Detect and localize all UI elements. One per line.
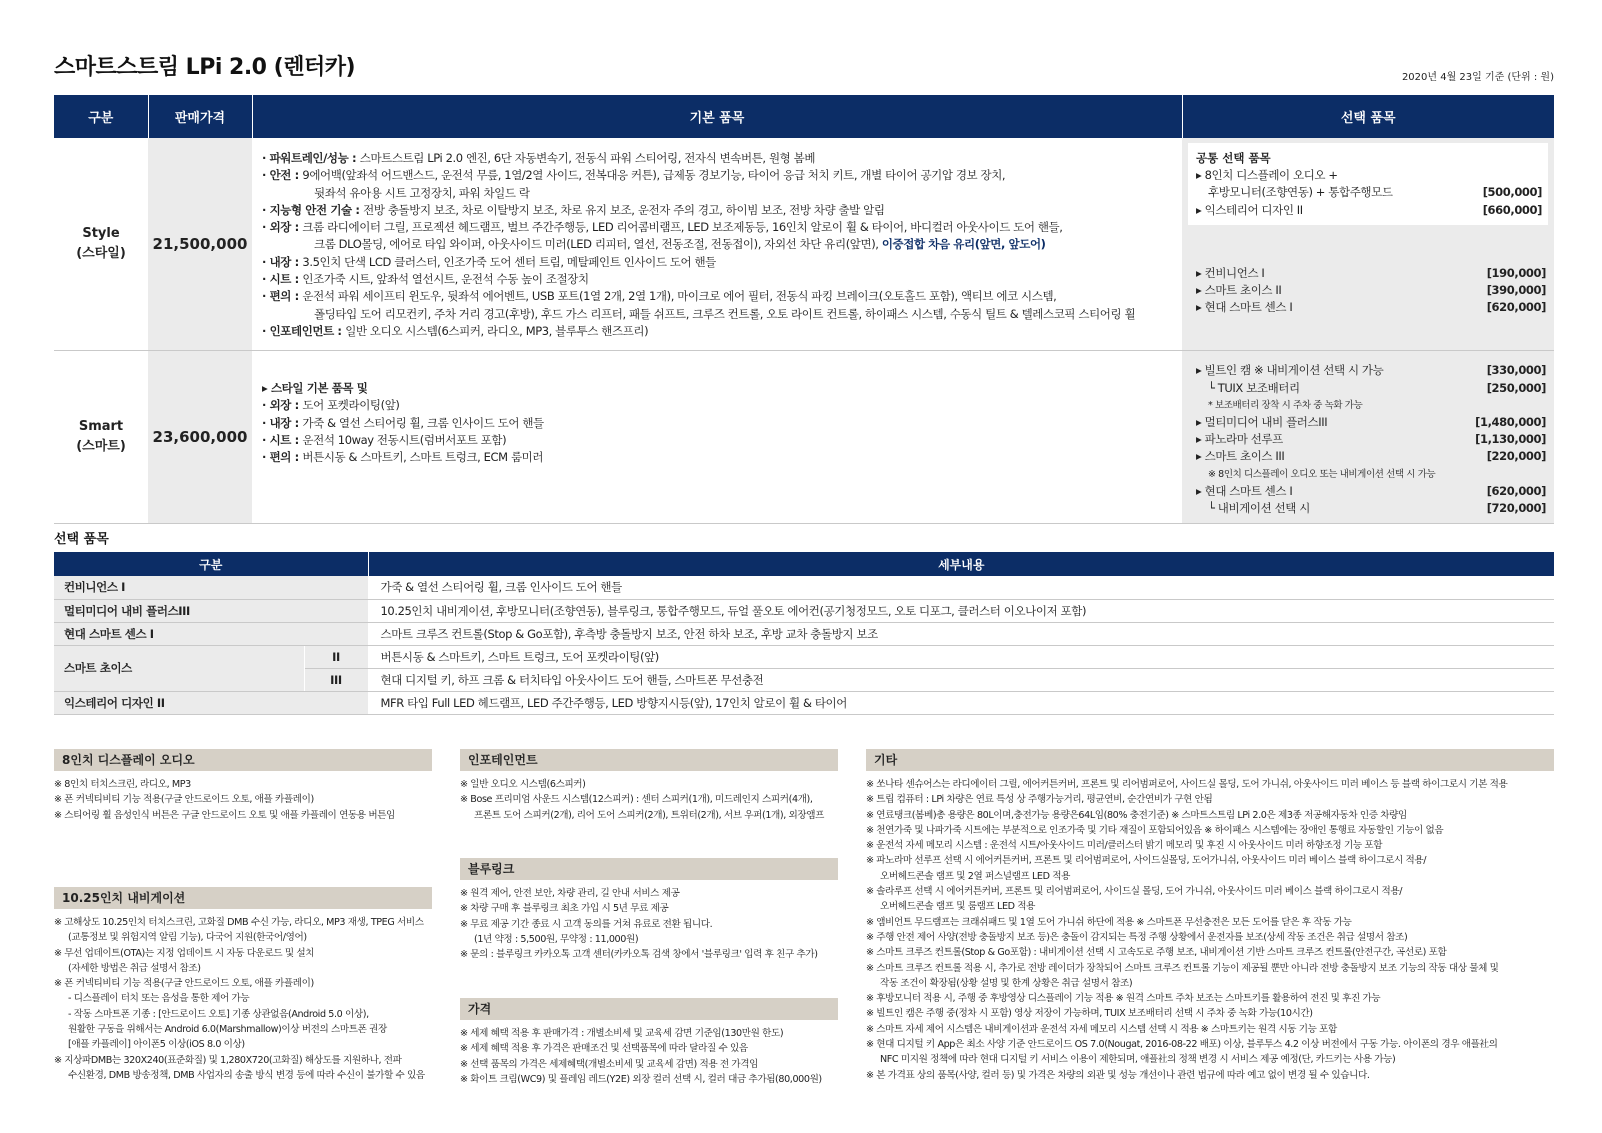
note-navi bbox=[54, 887, 432, 1083]
option-item bbox=[1196, 184, 1542, 201]
note-line: (자세한 방법은 취급 설명서 참조) bbox=[68, 962, 201, 974]
note-line: ※ 선택 품목의 가격은 세제혜택(개별소비세 및 교육세 감면) 적용 전 가격임 bbox=[460, 1058, 758, 1070]
option-item bbox=[1196, 202, 1542, 219]
trim-name: Smart (스마트) bbox=[54, 351, 148, 524]
basic-item-line: · 외장 : 크롬 라디에이터 그릴, 프로젝션 헤드램프, 벌브 주간주행등, LED 리어콤비램프, LED 보조제동등, 16인치 알로이 휠 & 타이어, 바디컬러 아웃사이드 도어 핸들, bbox=[262, 220, 1063, 235]
option-note: ※ 8인치 디스플레이 오디오 또는 내비게이션 선택 시 가능 bbox=[1208, 468, 1436, 480]
option-name: ▸ 현대 스마트 센스 I bbox=[1196, 300, 1293, 315]
option-name: └ TUIX 보조배터리 bbox=[1208, 380, 1300, 395]
header-basic: 기본 품목 bbox=[252, 95, 1182, 138]
note-infotainment bbox=[460, 749, 838, 823]
option-price: [1,130,000] bbox=[1475, 432, 1546, 447]
basic-item-line: 뒷좌석 유아용 시트 고정장치, 파워 차일드 락 bbox=[314, 185, 530, 200]
table-row: 멀티미디어 내비 플러스III 10.25인치 내비게이션, 후방모니터(조향연동), 블루링크, 통합주행모드, 듀얼 풀오토 에어컨(공기청정모드, 오토 디포그, 클러스터 이오나이저 포함) bbox=[54, 599, 1554, 622]
note-line: ※ 화이트 크림(WC9) 및 플레임 레드(Y2E) 외장 컬러 선택 시, 컬러 대금 추가됨(80,000원) bbox=[460, 1073, 822, 1085]
note-line: ※ 8인치 터치스크린, 라디오, MP3 bbox=[54, 779, 191, 790]
note-line: ※ 세제 혜택 적용 후 가격은 판매조건 및 선택품목에 따라 달라질 수 있음 bbox=[460, 1043, 748, 1055]
options-style bbox=[1182, 138, 1554, 351]
note-line: ※ 폰 커넥티비티 기능 적용(구글 안드로이드 오토, 애플 카플레이) bbox=[54, 794, 314, 806]
note-line: ※ 스마트 자세 제어 시스템은 내비게이션과 운전석 자세 메모리 시스템 선택 시 적용 ※ 스마트키는 원격 시동 기능 포함 bbox=[866, 1023, 1337, 1035]
option-name: ▸ 현대 스마트 센스 I bbox=[1196, 483, 1293, 498]
note-line: ※ 일반 오디오 시스템(6스피커) bbox=[460, 779, 586, 790]
basic-item-line: · 내장 : 3.5인치 단색 LCD 클러스터, 인조가죽 도어 센터 트림, 메탈페인트 인사이드 도어 핸들 bbox=[262, 254, 716, 269]
note-line: [애플 카플레이] 아이폰5 이상(iOS 8.0 이상) bbox=[68, 1039, 245, 1051]
option-name: ▸ 컨비니언스 I bbox=[1196, 265, 1265, 280]
note-line: - 작동 스마트폰 기종 : [안드로이드 오토] 기종 상관없음(Android 5.0 이상), bbox=[68, 1008, 369, 1020]
option-name: ▸ 빌트인 캠 ※ 내비게이션 선택 시 가능 bbox=[1196, 363, 1384, 378]
basic-item-line: · 파워트레인/성능 : 스마트스트림 LPi 2.0 엔진, 6단 자동변속기, 전동식 파워 스티어링, 전자식 변속버튼, 원형 봄베 bbox=[262, 151, 816, 165]
note-line: ※ 무료 제공 기간 종료 시 고객 동의를 거쳐 유료로 전환 됩니다. bbox=[460, 918, 713, 930]
option-price: [660,000] bbox=[1482, 202, 1542, 217]
trim-price: 23,600,000 bbox=[148, 351, 252, 524]
option-price: [1,480,000] bbox=[1475, 414, 1546, 429]
note-line: (1년 약정 : 5,500원, 무약정 : 11,000원) bbox=[474, 933, 639, 945]
note-line: ※ 세제 혜택 적용 후 판매가격 : 개별소비세 및 교육세 감면 기준임(130만원 한도) bbox=[460, 1028, 784, 1039]
note-audio bbox=[54, 749, 432, 823]
note-info-title: 인포테인먼트 bbox=[460, 749, 838, 771]
note-line: ※ 솔라루프 선택 시 에어커튼커버, 프론트 및 리어범퍼로어, 사이드실 몰딩, 도어 가니쉬, 아웃사이드 미러 베이스 블랙 하이그로시 적용/ bbox=[866, 886, 1403, 898]
selection-header-category: 구분 bbox=[54, 552, 368, 576]
basic-items-style bbox=[252, 138, 1182, 351]
note-line: ※ 빌트인 캠은 주행 중(정차 시 포함) 영상 저장이 가능하며, TUIX 보조배터리 선택 시 주차 중 녹화 가능(10시간) bbox=[866, 1008, 1313, 1020]
basic-item-line: · 외장 : 도어 포켓라이팅(앞) bbox=[262, 398, 400, 413]
note-bluelink-title: 블루링크 bbox=[460, 858, 838, 880]
trim-price-table bbox=[54, 95, 1554, 524]
option-item bbox=[1196, 380, 1546, 397]
note-line: ※ 폰 커넥티비티 기능 적용(구글 안드로이드 오토, 애플 카플레이) bbox=[54, 978, 314, 990]
option-item bbox=[1196, 483, 1546, 500]
option-item bbox=[1196, 299, 1546, 316]
option-price: [190,000] bbox=[1486, 265, 1546, 280]
basic-item-line: · 인포테인먼트 : 일반 오디오 시스템(6스피커, 라디오, MP3, 블루투스 핸즈프리) bbox=[262, 323, 649, 338]
note-line: ※ 원격 제어, 안전 보안, 차량 관리, 길 안내 서비스 제공 bbox=[460, 888, 680, 899]
option-name: 후방모니터(조향연동) + 통합주행모드 bbox=[1208, 185, 1393, 200]
basic-item-line: ▸ 스타일 기본 품목 및 bbox=[262, 381, 368, 396]
table-row: 스마트 초이스 II 버튼시동 & 스마트키, 스마트 트렁크, 도어 포켓라이팅(앞) bbox=[54, 645, 1554, 668]
option-price: [720,000] bbox=[1486, 501, 1546, 516]
header-options: 선택 품목 bbox=[1182, 95, 1554, 138]
note-line: ※ 스마트 크루즈 컨트롤 적용 시, 추가로 전방 레이더가 장착되어 스마트 크루즈 컨트롤 기능이 제공될 뿐만 아니라 전방 충돌방지 보조 기능의 작동 대상 물체 및 bbox=[866, 962, 1499, 974]
note-line: 작동 조건이 확장됨(상황 설명 및 한계 상황은 취급 설명서 참조) bbox=[880, 977, 1133, 989]
option-name: ▸ 8인치 디스플레이 오디오 + bbox=[1196, 168, 1338, 182]
basic-item-line: · 편의 : 버튼시동 & 스마트키, 스마트 트렁크, ECM 룸미러 bbox=[262, 450, 544, 465]
note-line: ※ 후방모니터 적용 시, 주행 중 후방영상 디스플레이 기능 적용 ※ 원격 스마트 주차 보조는 스마트키를 활용하여 전진 및 후진 가능 bbox=[866, 993, 1381, 1005]
basic-item-line: · 지능형 안전 기술 : 전방 충돌방지 보조, 차로 이탈방지 보조, 차로 유지 보조, 운전자 주의 경고, 하이빔 보조, 전방 차량 출발 알림 bbox=[262, 202, 885, 217]
table-row: 익스테리어 디자인 II MFR 타입 Full LED 헤드램프, LED 주간주행등, LED 방향지시등(앞), 17인치 알로이 휠 & 타이어 bbox=[54, 691, 1554, 714]
note-line: ※ Bose 프리미엄 사운드 시스템(12스피커) : 센터 스피커(1개), 미드레인지 스피커(4개), bbox=[460, 794, 813, 806]
header-price: 판매가격 bbox=[148, 95, 252, 138]
selection-section-title: 선택 품목 bbox=[54, 532, 109, 547]
note-line: ※ 본 가격표 상의 품목(사양, 컬러 등) 및 가격은 차량의 외관 및 성능 개선이나 관련 법규에 따라 예고 없이 변경 될 수 있습니다. bbox=[866, 1069, 1370, 1081]
option-name: ▸ 스마트 초이스 II bbox=[1196, 283, 1282, 298]
basic-item-line: · 안전 : 9에어백(앞좌석 어드밴스드, 운전석 무릎, 1열/2열 사이드, 전복대응 커튼), 급제동 경보기능, 타이어 응급 처치 키트, 개별 타이어 공기압 경보 장치, bbox=[262, 168, 1006, 183]
note-line: 오버헤드콘솔 램프 및 룸램프 LED 적용 bbox=[880, 901, 1035, 913]
option-price: [620,000] bbox=[1486, 300, 1546, 315]
note-line: 오버헤드콘솔 램프 및 2열 퍼스널램프 LED 적용 bbox=[880, 870, 1070, 882]
basic-item-line: · 시트 : 운전석 10way 전동시트(럼버서포트 포함) bbox=[262, 432, 507, 447]
option-item bbox=[1196, 167, 1542, 184]
note-line: ※ 차량 구매 후 블루링크 최초 가입 시 5년 무료 제공 bbox=[460, 903, 669, 915]
option-price: [330,000] bbox=[1486, 363, 1546, 378]
basic-items-smart bbox=[252, 351, 1182, 524]
note-line: ※ 운전석 자세 메모리 시스템 : 운전석 시트/아웃사이드 미러/클러스터 밝기 메모리 및 후진 시 아웃사이드 미러 하향조정 기능 포함 bbox=[866, 840, 1383, 852]
note-line: ※ 현대 디지털 키 App은 최소 사양 기준 안드로이드 OS 7.0(Nougat, 2016-08-22 배포) 이상, 블루투스 4.2 이상 버전에서 구동 가능. 아이폰의 경우 애플社의 bbox=[866, 1039, 1498, 1051]
option-price: [390,000] bbox=[1486, 283, 1546, 298]
date-note: 2020년 4월 23일 기준 (단위 : 원) bbox=[1401, 72, 1554, 83]
note-bluelink bbox=[460, 858, 838, 962]
selection-header-detail: 세부내용 bbox=[368, 552, 1554, 576]
trim-row-style bbox=[54, 138, 1554, 351]
note-line: ※ 쏘나타 센슈어스는 라디에이터 그릴, 에어커튼커버, 프론트 및 리어범퍼로어, 사이드실 몰딩, 도어 가니쉬, 아웃사이드 미러 베이스 등 블랙 하이그로시 기본 적용 bbox=[866, 779, 1508, 790]
common-options-head: 공통 선택 품목 bbox=[1196, 151, 1271, 165]
basic-item-line: · 편의 : 운전석 파워 세이프티 윈도우, 뒷좌석 에어벤트, USB 포트(1열 2개, 2열 1개), 마이크로 에어 필터, 전동식 파킹 브레이크(오토홀드 포함), 액티브 에코 시스템, bbox=[262, 289, 1057, 304]
trim-price: 21,500,000 bbox=[148, 138, 252, 351]
note-line: ※ 천연가죽 및 나파가죽 시트에는 부분적으로 인조가죽 및 기타 재질이 포함되어있음 ※ 하이패스 시스템에는 장애인 통행료 자동할인 기능이 없음 bbox=[866, 824, 1444, 836]
note-line: (교통정보 및 위험지역 알림 기능), 다국어 지원(한국어/영어) bbox=[68, 932, 307, 944]
option-item bbox=[1196, 431, 1546, 448]
note-line: ※ 주행 안전 제어 사양(전방 충돌방지 보조 등)은 충돌이 감지되는 특정 주행 상황에서 운전자를 보조(상세 작동 조건은 취급 설명서 참조) bbox=[866, 931, 1408, 943]
note-line: ※ 문의 : 블루링크 카카오톡 고객 센터(카카오톡 검색 창에서 '블루링크' 입력 후 친구 추가) bbox=[460, 949, 818, 961]
note-line: 수신환경, DMB 방송정책, DMB 사업자의 송출 방식 변경 등에 따라 수신이 불가할 수 있음 bbox=[68, 1069, 425, 1081]
option-item bbox=[1196, 265, 1546, 282]
option-name: ▸ 파노라마 선루프 bbox=[1196, 432, 1283, 447]
note-line: NFC 미지원 정책에 따라 현대 디지털 키 서비스 이용이 제한되며, 애플社의 정책 변경 시 서비스 제공 예정(단, 카드키는 사용 가능) bbox=[880, 1054, 1396, 1066]
note-navi-title: 10.25인치 내비게이션 bbox=[54, 887, 432, 909]
option-name: ▸ 멀티미디어 내비 플러스III bbox=[1196, 414, 1328, 429]
option-item bbox=[1196, 362, 1546, 379]
note-line: 원활한 구동을 위해서는 Android 6.0(Marshmallow)이상 버전의 스마트폰 권장 bbox=[68, 1024, 387, 1036]
basic-item-line: · 시트 : 인조가죽 시트, 앞좌석 열선시트, 운전석 수동 높이 조절장치 bbox=[262, 272, 589, 287]
page-title: 스마트스트림 LPi 2.0 (렌터카) bbox=[54, 55, 356, 80]
basic-item-line: 크롬 DLO몰딩, 에어로 타입 와이퍼, 아웃사이드 미러(LED 리피터, 열선, 전동조절, 전동접이), 자외선 차단 유리(앞면), 이중접합 차음 유리(앞면, 앞도어) bbox=[314, 237, 1046, 252]
note-line: ※ 앰비언트 무드램프는 크래쉬패드 및 1열 도어 가니쉬 하단에 적용 ※ 스마트폰 무선충전은 모든 도어를 닫은 후 작동 가능 bbox=[866, 916, 1352, 928]
option-name: ▸ 스마트 초이스 III bbox=[1196, 449, 1285, 464]
table-row: 컨비니언스 I 가죽 & 열선 스티어링 휠, 크롬 인사이드 도어 핸들 bbox=[54, 576, 1554, 599]
note-etc-title: 기타 bbox=[866, 749, 1554, 771]
option-price: [250,000] bbox=[1486, 380, 1546, 395]
basic-item-line: 폴딩타입 도어 리모컨키, 주차 거리 경고(후방), 후드 가스 리프터, 패들 쉬프트, 크루즈 컨트롤, 오토 라이트 컨트롤, 하이패스 시스템, 수동식 틸트 & 텔레스코픽 스티어링 휠 bbox=[314, 306, 1136, 321]
note-price bbox=[460, 998, 838, 1087]
note-line: ※ 파노라마 선루프 선택 시 에어커튼커버, 프론트 및 리어범퍼로어, 사이드실몰딩, 도어가니쉬, 아웃사이드 미러 베이스 블랙 하이그로시 적용/ bbox=[866, 855, 1427, 867]
trim-name: Style (스타일) bbox=[54, 138, 148, 351]
note-line: ※ 무선 업데이트(OTA)는 지정 업데이트 시 자동 다운로드 및 설치 bbox=[54, 947, 315, 959]
table-row: III 현대 디지털 키, 하프 크롬 & 터치타입 아웃사이드 도어 핸들, 스마트폰 무선충전 bbox=[54, 668, 1554, 691]
option-price: [500,000] bbox=[1482, 185, 1542, 200]
options-smart bbox=[1182, 351, 1554, 524]
note-line: ※ 지상파DMB는 320X240(표준화질) 및 1,280X720(고화질) 해상도를 지원하나, 전파 bbox=[54, 1054, 402, 1066]
option-item bbox=[1196, 282, 1546, 299]
note-line: ※ 스마트 크루즈 컨트롤(Stop & Go포함) : 내비게이션 선택 시 고속도로 주행 보조, 내비게이션 기반 스마트 크루즈 컨트롤(안전구간, 곡선로) 포함 bbox=[866, 947, 1447, 959]
note-line: 프론트 도어 스피커(2개), 리어 도어 스피커(2개), 트위터(2개), 서브 우퍼(1개), 외장앰프 bbox=[474, 809, 825, 821]
note-line: ※ 트립 컴퓨터 : LPi 차량은 연료 특성 상 주행가능거리, 평균연비, 순간연비가 구현 안됨 bbox=[866, 794, 1213, 806]
option-name: └ 내비게이션 선택 시 bbox=[1208, 501, 1310, 516]
selection-detail-table bbox=[54, 552, 1554, 715]
basic-item-line: · 내장 : 가죽 & 열선 스티어링 휠, 크롬 인사이드 도어 핸들 bbox=[262, 415, 544, 430]
note-line: ※ 연료탱크(봄베)총 용량은 80L이며,충전가능 용량은64L임(80% 충전기준) ※ 스마트스트림 LPi 2.0은 제3종 저공해자동차 인증 차량임 bbox=[866, 809, 1407, 821]
header-category: 구분 bbox=[54, 95, 148, 138]
note-price-title: 가격 bbox=[460, 998, 838, 1020]
note-audio-title: 8인치 디스플레이 오디오 bbox=[54, 749, 432, 771]
common-options-box bbox=[1188, 143, 1548, 225]
option-price: [620,000] bbox=[1486, 483, 1546, 498]
option-item bbox=[1196, 500, 1546, 517]
option-note: * 보조배터리 장착 시 주차 중 녹화 가능 bbox=[1208, 399, 1363, 411]
note-etc bbox=[866, 749, 1554, 1083]
option-item bbox=[1196, 448, 1546, 465]
option-price: [220,000] bbox=[1486, 449, 1546, 464]
table-row: 현대 스마트 센스 I 스마트 크루즈 컨트롤(Stop & Go포함), 후측방 충돌방지 보조, 안전 하차 보조, 후방 교차 충돌방지 보조 bbox=[54, 622, 1554, 645]
option-name: ▸ 익스테리어 디자인 II bbox=[1196, 202, 1303, 217]
note-line: ※ 고해상도 10.25인치 터치스크린, 고화질 DMB 수신 가능, 라디오, MP3 재생, TPEG 서비스 bbox=[54, 917, 424, 928]
note-line: ※ 스티어링 휠 음성인식 버튼은 구글 안드로이드 오토 및 애플 카플레이 연동용 버튼임 bbox=[54, 809, 395, 821]
note-line: - 디스플레이 터치 또는 음성을 통한 제어 가능 bbox=[68, 993, 250, 1005]
option-item bbox=[1196, 414, 1546, 431]
trim-row-smart bbox=[54, 351, 1554, 524]
